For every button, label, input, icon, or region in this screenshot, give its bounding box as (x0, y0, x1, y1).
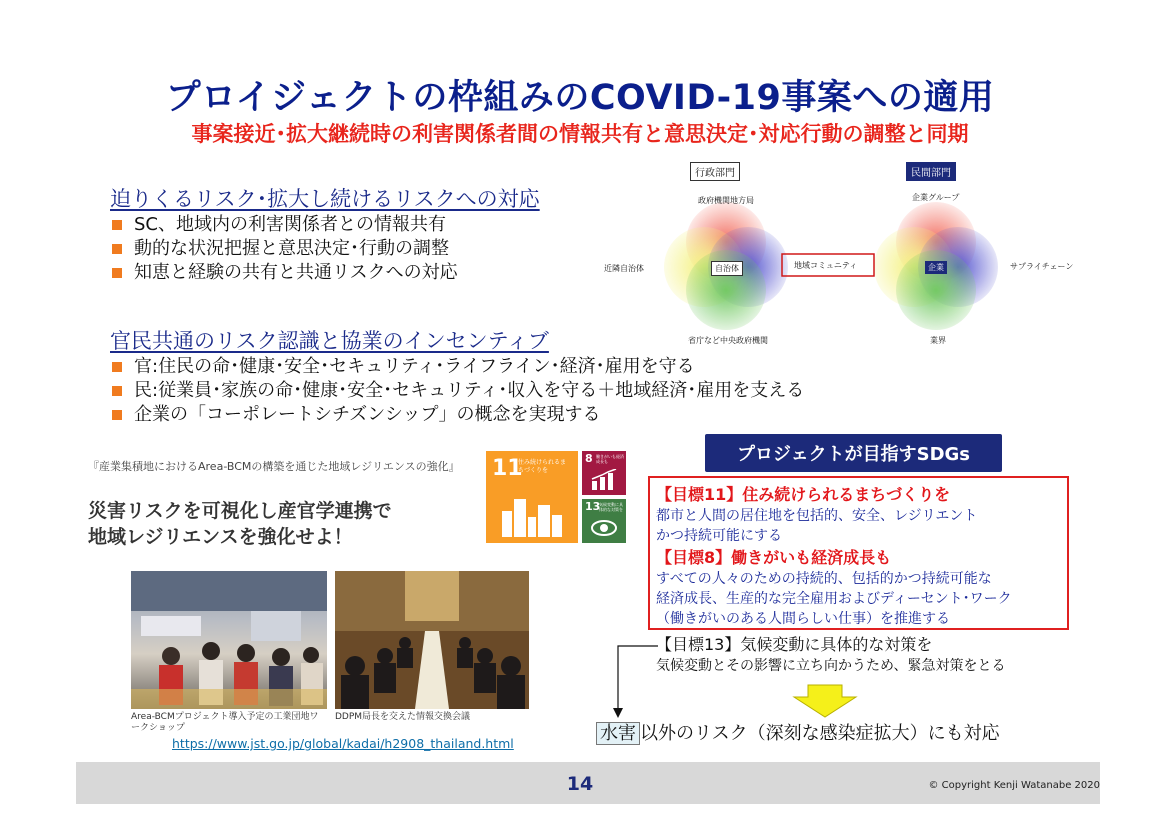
venn-label-right-center: 企業 (925, 261, 947, 274)
venn-label-right-right: サプライチェーン (1010, 262, 1074, 271)
meeting-photo-caption: DDPM局長を交えた情報交換会議 (335, 712, 471, 722)
sdg-tile-11 (486, 451, 578, 543)
down-arrow-icon (792, 684, 858, 718)
copyright-text: © Copyright Kenji Watanabe 2020 (928, 780, 1100, 791)
venn-label-left-top: 政府機関地方局 (698, 196, 754, 205)
venn-label-left-bottom: 省庁など中央政府機関 (688, 336, 768, 345)
article-big-title (88, 498, 392, 550)
goal13-title: 【目標13】気候変動に具体的な対策を (656, 635, 933, 654)
sdg-tile-11-number: 11 (492, 456, 523, 481)
list-item: SC、地域内の利害関係者との情報共有 (108, 213, 458, 237)
list-item: 民:従業員･家族の命･健康･安全･セキュリティ･収入を守る＋地域経済･雇用を支える (108, 379, 804, 403)
goal13-desc: 気候変動とその影響に立ち向かうため、緊急対策をとる (656, 658, 1006, 674)
list-item: 動的な状況把握と意思決定･行動の調整 (108, 237, 458, 261)
sdg-tile-13 (582, 499, 626, 543)
stakeholder-venn-diagram (600, 155, 1090, 350)
venn-label-left-center: 自治体 (711, 261, 743, 276)
venn-label-left-left: 近隣自治体 (604, 264, 644, 273)
section2-list (108, 355, 804, 427)
sdg-tile-8 (582, 451, 626, 495)
conclusion-text: 以外のリスク（深刻な感染症拡大）にも対応 (640, 723, 1000, 744)
sdg-tile-13-text: 気候変動に具体的な対策を (599, 502, 623, 512)
goal8-title: 【目標8】働きがいも経済成長も (656, 548, 892, 567)
goal13-block (656, 634, 1005, 676)
private-sector-label: 民間部門 (906, 162, 956, 181)
sdg-tile-8-text: 働きがいも経済成長も (596, 454, 624, 464)
growth-chart-icon (590, 469, 618, 491)
conclusion-line (596, 719, 1000, 745)
sdg-tile-8-number: 8 (585, 452, 593, 465)
meeting-photo (335, 571, 529, 709)
goal11-desc-line1: 都市と人間の居住地を包括的、安全、レジリエント (656, 508, 978, 524)
list-item: 企業の「コーポレートシチズンシップ」の概念を実現する (108, 403, 804, 427)
goal11-desc-line2: かつ持続可能にする (656, 528, 782, 544)
public-sector-label: 行政部門 (690, 162, 740, 181)
goal11-title: 【目標11】住み続けられるまちづくりを (656, 485, 951, 504)
sdg-goals-text (656, 483, 1012, 629)
article-small-title: 『産業集積地におけるArea-BCMの構築を通じた地域レジリエンスの強化』 (88, 460, 460, 473)
list-item: 知恵と経験の共有と共通リスクへの対応 (108, 261, 458, 285)
goal8-desc-line1: すべての人々のための持続的、包括的かつ持続可能な (656, 571, 992, 587)
venn-label-right-bottom: 業界 (930, 336, 946, 345)
venn-svg (600, 155, 1090, 350)
venn-label-right-top: 企業グループ (912, 193, 960, 202)
meeting-photo-scene (335, 571, 529, 709)
sdg-tile-13-number: 13 (585, 500, 601, 513)
goal8-desc-line2: 経済成長、生産的な完全雇用およびディーセント･ワーク (656, 591, 1012, 607)
section2-heading: 官民共通のリスク認識と協業のインセンティブ (110, 329, 549, 353)
goal8-desc-line3: （働きがいのある人間らしい仕事）を推進する (656, 611, 950, 627)
connector-arrow (610, 640, 662, 720)
sdg-tile-11-text: 住み続けられるまちづくりを (518, 459, 567, 474)
article-big-title-line1: 災害リスクを可視化し産官学連携で (88, 500, 392, 522)
article-big-title-line2: 地域レジリエンスを強化せよ！ (88, 526, 353, 548)
section1-list (108, 213, 458, 285)
list-item: 官:住民の命･健康･安全･セキュリティ･ライフライン･経済･雇用を守る (108, 355, 804, 379)
workshop-photo-caption: Area-BCMプロジェクト導入予定の工業団地ワークショップ (131, 712, 319, 733)
venn-label-community: 地域コミュニティ (794, 261, 858, 270)
sdg-banner: プロジェクトが目指すSDGs (705, 434, 1002, 472)
jst-project-link[interactable]: https://www.jst.go.jp/global/kadai/h2908_thailand.html (172, 736, 514, 751)
workshop-photo (131, 571, 327, 709)
flood-label: 水害 (596, 722, 640, 745)
city-buildings-icon (500, 491, 564, 537)
slide-subtitle: 事案接近･拡大継続時の利害関係者間の情報共有と意思決定･対応行動の調整と同期 (191, 122, 969, 146)
page-number: 14 (566, 773, 594, 795)
section1-heading: 迫りくるリスク･拡大し続けるリスクへの対応 (110, 187, 540, 211)
slide-title: プロイジェクトの枠組みのCOVID-19事案への適用 (165, 78, 995, 118)
eye-globe-icon (590, 517, 618, 539)
workshop-photo-scene (131, 571, 327, 709)
